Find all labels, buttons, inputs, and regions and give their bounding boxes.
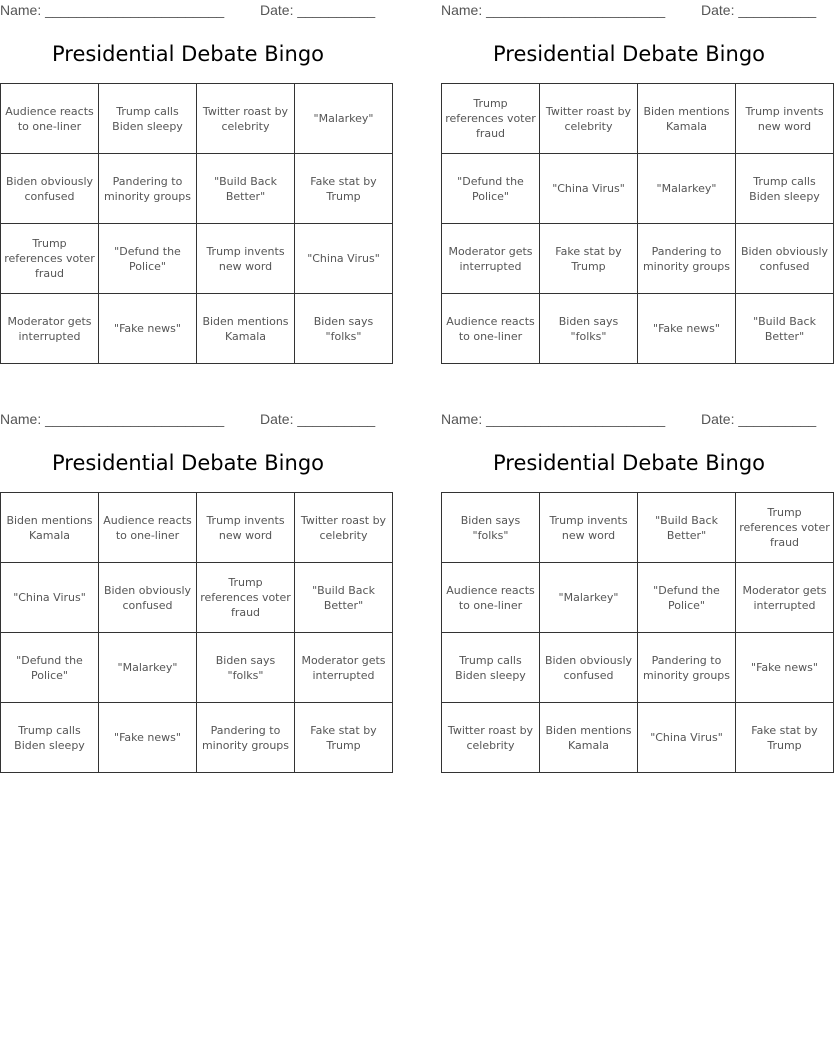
bingo-cell: Trump calls Biden sleepy (1, 703, 99, 773)
bingo-cell: Trump references voter fraud (1, 224, 99, 294)
grid-row (442, 154, 834, 224)
bingo-cell: "Malarkey" (638, 154, 736, 224)
bingo-cell: "Build Back Better" (295, 563, 393, 633)
grid-row (442, 563, 834, 633)
bingo-cell: Twitter roast by celebrity (540, 84, 638, 154)
bingo-card-4 (441, 409, 830, 773)
bingo-cell: "China Virus" (1, 563, 99, 633)
bingo-cell: Audience reacts to one-liner (442, 294, 540, 364)
bingo-cell: Twitter roast by celebrity (197, 84, 295, 154)
date-field-label: Date: __________ (260, 2, 376, 18)
card-title: Presidential Debate Bingo (51, 451, 324, 475)
bingo-cell: "Build Back Better" (736, 294, 834, 364)
bingo-cell: Trump references voter fraud (197, 563, 295, 633)
name-field-label: Name: _______________________ (0, 411, 225, 427)
bingo-cell: Fake stat by Trump (295, 703, 393, 773)
name-date-line (441, 0, 817, 20)
bingo-cell: "Fake news" (736, 633, 834, 703)
grid-row (1, 154, 393, 224)
bingo-cell: Pandering to minority groups (638, 224, 736, 294)
grid-row (442, 84, 834, 154)
bingo-cell: "Defund the Police" (638, 563, 736, 633)
bingo-cell: Trump invents new word (736, 84, 834, 154)
bingo-cell: Pandering to minority groups (197, 703, 295, 773)
card-title: Presidential Debate Bingo (51, 42, 324, 66)
bingo-cell: Biden mentions Kamala (197, 294, 295, 364)
bingo-card-1 (0, 0, 380, 364)
date-field-label: Date: __________ (260, 411, 376, 427)
bingo-grid (441, 492, 834, 773)
bingo-cell: Biden obviously confused (540, 633, 638, 703)
bingo-cell: Twitter roast by celebrity (295, 493, 393, 563)
bingo-cell: "Fake news" (99, 294, 197, 364)
bingo-grid (441, 83, 834, 364)
bingo-cell: Moderator gets interrupted (295, 633, 393, 703)
bingo-cell: "Build Back Better" (197, 154, 295, 224)
bingo-cell: "Malarkey" (540, 563, 638, 633)
bingo-cell: Moderator gets interrupted (736, 563, 834, 633)
grid-row (1, 294, 393, 364)
bingo-cell: Pandering to minority groups (638, 633, 736, 703)
bingo-cell: Trump references voter fraud (736, 493, 834, 563)
bingo-cell: "Fake news" (99, 703, 197, 773)
bingo-cell: Audience reacts to one-liner (1, 84, 99, 154)
date-field-label: Date: __________ (701, 411, 817, 427)
bingo-cell: "Defund the Police" (99, 224, 197, 294)
name-field-label: Name: _______________________ (441, 2, 666, 18)
bingo-cell: Trump calls Biden sleepy (736, 154, 834, 224)
bingo-cell: Biden says "folks" (197, 633, 295, 703)
bingo-cell: "China Virus" (638, 703, 736, 773)
grid-row (1, 224, 393, 294)
bingo-cell: "Malarkey" (99, 633, 197, 703)
grid-row (1, 493, 393, 563)
bingo-cell: Biden says "folks" (442, 493, 540, 563)
bingo-cell: Trump invents new word (540, 493, 638, 563)
bingo-cell: Biden obviously confused (99, 563, 197, 633)
card-title: Presidential Debate Bingo (492, 451, 765, 475)
grid-row (442, 703, 834, 773)
bingo-cell: Audience reacts to one-liner (99, 493, 197, 563)
bingo-cell: Trump calls Biden sleepy (99, 84, 197, 154)
bingo-cell: Trump invents new word (197, 493, 295, 563)
bingo-cell: Trump references voter fraud (442, 84, 540, 154)
bingo-cell: "Malarkey" (295, 84, 393, 154)
bingo-cell: "Defund the Police" (442, 154, 540, 224)
bingo-cell: "Build Back Better" (638, 493, 736, 563)
grid-row (1, 703, 393, 773)
bingo-cell: "China Virus" (540, 154, 638, 224)
bingo-cell: "Fake news" (638, 294, 736, 364)
bingo-cell: Biden mentions Kamala (638, 84, 736, 154)
bingo-card-3 (0, 409, 387, 773)
grid-row (1, 633, 393, 703)
date-field-label: Date: __________ (701, 2, 817, 18)
grid-row (442, 224, 834, 294)
name-date-line (441, 409, 817, 429)
bingo-cell: Fake stat by Trump (540, 224, 638, 294)
bingo-cell: Fake stat by Trump (736, 703, 834, 773)
card-title: Presidential Debate Bingo (492, 42, 765, 66)
bingo-cell: Pandering to minority groups (99, 154, 197, 224)
name-field-label: Name: _______________________ (441, 411, 666, 427)
name-date-line (0, 0, 376, 20)
grid-row (1, 84, 393, 154)
bingo-cell: Trump invents new word (197, 224, 295, 294)
bingo-cell: "China Virus" (295, 224, 393, 294)
grid-row (442, 493, 834, 563)
bingo-grid (0, 492, 393, 773)
bingo-card-2 (441, 0, 829, 364)
bingo-cell: Trump calls Biden sleepy (442, 633, 540, 703)
bingo-cell: Biden says "folks" (295, 294, 393, 364)
bingo-cell: Biden mentions Kamala (540, 703, 638, 773)
bingo-cell: Biden obviously confused (736, 224, 834, 294)
bingo-cell: Biden mentions Kamala (1, 493, 99, 563)
bingo-cell: Audience reacts to one-liner (442, 563, 540, 633)
bingo-cell: Twitter roast by celebrity (442, 703, 540, 773)
bingo-cell: Fake stat by Trump (295, 154, 393, 224)
grid-row (442, 633, 834, 703)
bingo-cell: Biden obviously confused (1, 154, 99, 224)
grid-row (442, 294, 834, 364)
bingo-grid (0, 83, 393, 364)
name-field-label: Name: _______________________ (0, 2, 225, 18)
grid-row (1, 563, 393, 633)
bingo-cell: "Defund the Police" (1, 633, 99, 703)
name-date-line (0, 409, 376, 429)
bingo-cell: Moderator gets interrupted (442, 224, 540, 294)
bingo-cell: Moderator gets interrupted (1, 294, 99, 364)
bingo-cell: Biden says "folks" (540, 294, 638, 364)
